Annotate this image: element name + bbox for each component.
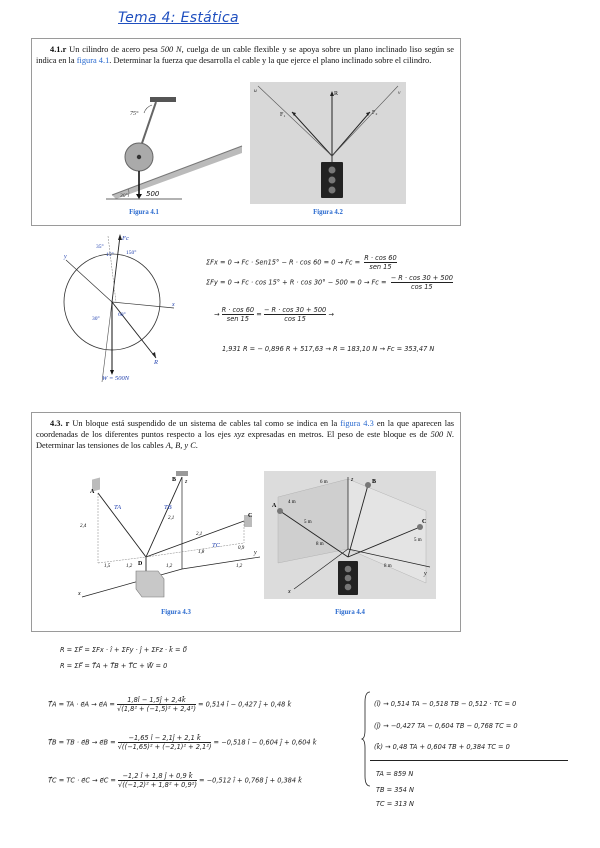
problem-4-3-box	[31, 412, 461, 632]
solution-1-eq3: → R · cos 60 sen 15 = $\frac{- R \cdot \cos 30 + 500}{\cos 15}$ →	[214, 306, 334, 323]
fig3-label-tb: TB	[164, 504, 172, 511]
figure-4-1-caption: Figura 4.1	[129, 209, 159, 216]
fig4-axis-x: x	[288, 589, 291, 595]
result-ta: TA = 859 N	[376, 770, 414, 778]
fig3-label-ta: TA	[114, 504, 122, 511]
system-eq-j: (ĵ) → −0,427 TA − 0,604 TB − 0,768 TC = 0	[374, 722, 518, 730]
figure-4-4	[264, 471, 436, 599]
fig2-label-r: R	[334, 91, 339, 97]
fig4-dim-5m-b: 5 m	[414, 538, 422, 543]
problem-4-1-text: 4.1.r Un cilindro de acero pesa 500 N, cuelga de un cable flexible y se apoya sobre un plano inclinado liso según se indica en la figura 4.1. Determinar la fuerza que desarrolla el cable y la que ejerce el plano inclinado sobre el cilindro.	[36, 45, 455, 66]
problem-number: 4.1.r	[50, 45, 67, 54]
fbd1-label-r: R	[154, 359, 158, 366]
fbd1-angle-35: 35°	[96, 244, 104, 250]
fig3-axis-x: x	[78, 591, 81, 597]
fig1-angle-bottom: 30°	[120, 193, 128, 199]
solution-2-ta: T⃗A = TA · e⃗A → e⃗A = $\frac{1,8î - 1,5ĵ + 2,4k̂}{\text{√(1,8² + (−1,5)² + 2,4²)}}$ = 0,514 î − 0,427 ĵ + 0,48 k̂	[48, 696, 292, 713]
fig3-point-c: C	[248, 513, 253, 519]
fig2-label-f2: F₂	[372, 110, 378, 116]
fig3-dim-12c: 1,2	[236, 564, 243, 569]
result-tb: TB = 354 N	[376, 786, 414, 794]
fbd1-angle-30: 30°	[92, 316, 100, 322]
fig3-dim-18: 1,8	[198, 550, 205, 555]
solution-1-eq1: ΣFx = 0 → Fc · Sen15° − R · cos 60 = 0 → Fc = R · cos 60 sen 15	[206, 254, 397, 271]
fig1-angle-top: 75°	[130, 111, 139, 117]
free-body-diagram-1	[56, 230, 186, 390]
system-eq-i: (î) → 0,514 TA − 0,518 TB − 0,512 · TC = 0	[374, 700, 517, 708]
fig3-dim-12b: 1,2	[166, 564, 173, 569]
fig4-dim-6m: 6 m	[320, 480, 328, 485]
figure-4-3	[72, 471, 262, 603]
fig3-dim-09: 0,9	[238, 546, 245, 551]
fig3-point-d: D	[138, 561, 143, 567]
fig3-dim-24: 2,4	[80, 524, 87, 529]
problem-4-3-text: 4.3. r Un bloque está suspendido de un sistema de cables tal como se indica en la figura 4.3 en la que aparecen las coordenadas de los diferentes puntos respecto a los ejes xyz expresadas en metros. El peso de este bloque es de 500 N. Determinar las tensiones de los cables A, B, y C.	[36, 419, 455, 451]
system-eq-k: (k̂) → 0,48 TA + 0,604 TB + 0,384 TC = 0	[374, 743, 510, 751]
fig4-dim-5m-a: 5 m	[304, 520, 312, 525]
problem-number: 4.3. r	[50, 419, 70, 428]
fig4-axis-z: z	[351, 477, 354, 483]
fig2-label-f1: F₁	[280, 112, 286, 118]
fig3-point-a: A	[90, 489, 95, 495]
page-title: Tema 4: Estática	[118, 10, 239, 26]
figure-ref-link[interactable]: figura 4.1	[76, 56, 110, 66]
fig3-dim-15: 1,5	[104, 564, 111, 569]
solution-1-eq2: ΣFy = 0 → Fc · cos 15° + R · cos 30° − 500 = 0 → Fc = $\frac{- R \cdot \cos 30 + 500}{\cos 15}$	[206, 274, 453, 291]
fbd1-label-x: x	[172, 302, 175, 308]
figure-4-2-caption: Figura 4.2	[313, 209, 343, 216]
solution-2-tb: T⃗B = TB · e⃗B → e⃗B = $\frac{-1,65 î - 2,1ĵ + 2,1 k̂}{\text{√((−1,65)² + (−2,1)² + 2,1²)}}$ = −0,518 î − 0,604 ĵ + 0,604 k̂	[48, 734, 317, 751]
figure-4-1	[92, 91, 242, 203]
solution-2-eq2: R = ΣF⃗ = T⃗A + T⃗B + T⃗C + W⃗ = 0	[60, 662, 168, 670]
fbd1-angle-60: 60°	[118, 312, 126, 318]
fig2-label-v: v	[398, 90, 401, 96]
fig3-point-b: B	[172, 477, 177, 483]
fig4-dim-8m-b: 8 m	[384, 564, 392, 569]
problem-4-1-box	[31, 38, 461, 226]
solution-1-result: 1,931 R = − 0,896 R + 517,63 → R = 183,10 N → Fc = 353,47 N	[222, 345, 435, 353]
fig2-label-u: u	[254, 88, 257, 94]
fig3-dim-12a: 1,2	[126, 564, 133, 569]
fbd1-label-fc: Fc	[122, 235, 129, 242]
fig1-weight: 500	[146, 190, 160, 198]
fig4-point-b: B	[372, 479, 377, 485]
system-brace	[362, 690, 372, 788]
figure-ref-link[interactable]: figura 4.3	[340, 419, 374, 428]
fig4-point-c: C	[422, 519, 427, 525]
fbd1-angle-150: 150°	[126, 250, 137, 256]
fig4-point-a: A	[272, 503, 277, 509]
figure-4-2	[250, 82, 406, 204]
solution-2-tc: T⃗C = TC · e⃗C → e⃗C = $\frac{-1,2 î + 1,8 ĵ + 0,9 k̂}{\text{√((−1,2)² + 1,8² + 0,9²)}}$ = −0,512 î + 0,768 ĵ + 0,384 k̂	[48, 772, 302, 789]
fig3-axis-y: y	[254, 550, 257, 556]
figure-4-3-caption: Figura 4.3	[161, 609, 191, 616]
fig3-dim-21b: 2,1	[196, 532, 203, 537]
figure-4-4-caption: Figura 4.4	[335, 609, 365, 616]
results-divider	[370, 760, 568, 761]
fbd1-label-y: y	[64, 254, 67, 260]
fig3-label-tc: TC	[212, 542, 220, 549]
solution-2-eq1: R = ΣF⃗ = ΣFx · î + ΣFy · ĵ + ΣFz · k̂ = 0⃗	[60, 646, 187, 654]
fig3-axis-z: z	[185, 479, 188, 485]
fig4-dim-8m-a: 8 m	[316, 542, 324, 547]
fig3-dim-21a: 2,1	[168, 516, 175, 521]
fbd1-angle-15: 15°	[106, 252, 114, 258]
fbd1-label-w: W = 500N	[102, 375, 130, 382]
result-tc: TC = 313 N	[376, 800, 414, 808]
fig4-axis-y: y	[424, 571, 427, 577]
fig4-dim-4m: 4 m	[288, 500, 296, 505]
